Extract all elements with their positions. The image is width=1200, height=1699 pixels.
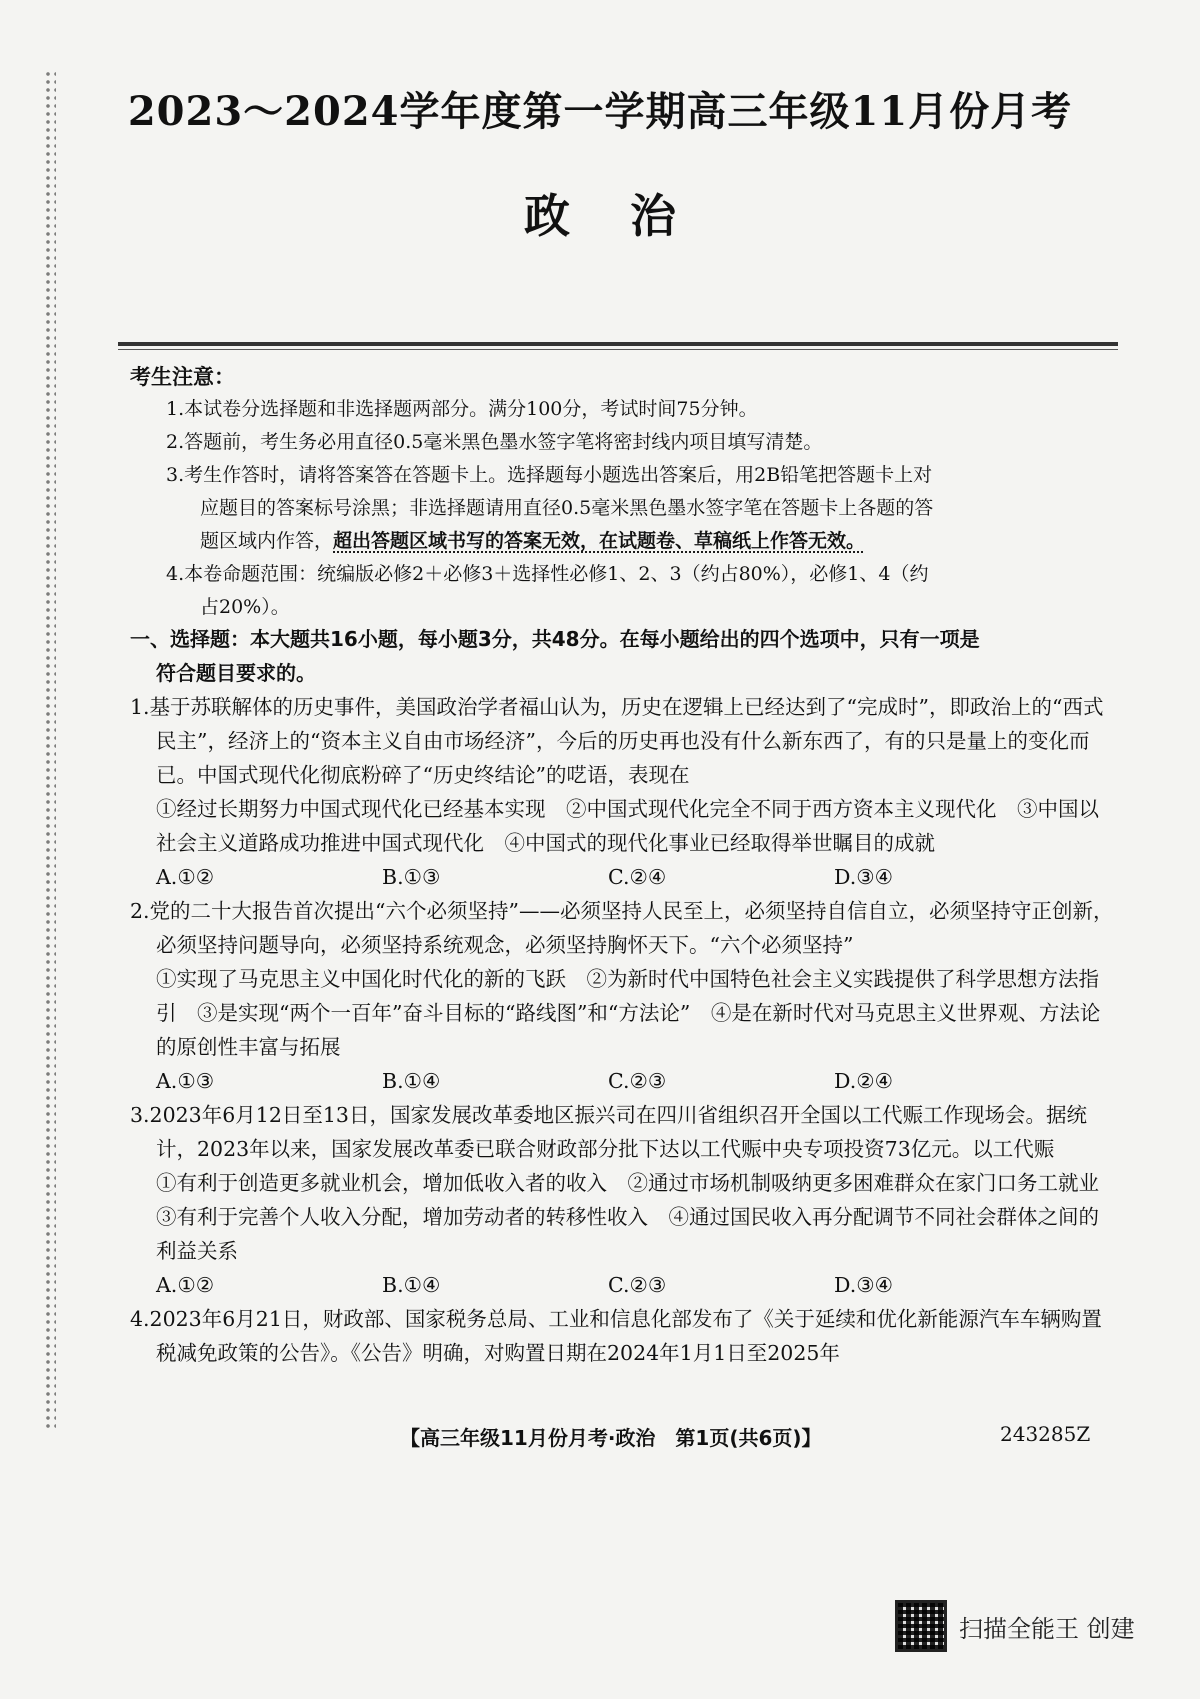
subject-title: 政治	[524, 189, 736, 243]
notice-item-2: 2.答题前，考生务必用直径0.5毫米黑色墨水签字笔将密封线内项目填写清楚。	[166, 431, 823, 453]
candidate-notice	[130, 360, 1120, 624]
notice-item-4-line2: 占20%）。	[200, 596, 290, 618]
divider-thin	[118, 349, 1118, 350]
choice-b: B.①④	[382, 1273, 441, 1297]
choice-a: A.①②	[156, 865, 215, 889]
choice-d: D.②④	[834, 1069, 893, 1093]
choice-b: B.①④	[382, 1069, 441, 1093]
question-1-stem: 1.基于苏联解体的历史事件，美国政治学者福山认为，历史在逻辑上已经达到了“完成时”，即政治上的“西式民主”，经济上的“资本主义自由市场经济”，今后的历史再也没有什么新东西了，有的只是量上的变化而已。中国式现代化彻底粉碎了“历史终结论”的呓语，表现在	[130, 695, 1104, 787]
choice-b: B.①③	[382, 865, 441, 889]
divider-thick	[118, 342, 1118, 346]
question-2-stem: 2.党的二十大报告首次提出“六个必须坚持”——必须坚持人民至上，必须坚持自信自立，必须坚持守正创新，必须坚持问题导向，必须坚持系统观念，必须坚持胸怀天下。“六个必须坚持”	[130, 899, 1114, 957]
question-4-stem: 4.2023年6月21日，财政部、国家税务总局、工业和信息化部发布了《关于延续和优化新能源汽车车辆购置税减免政策的公告》。《公告》明确，对购置日期在2024年1月1日至2025年	[130, 1307, 1102, 1365]
question-1-options: ①经过长期努力中国式现代化已经基本实现 ②中国式现代化完全不同于西方资本主义现代化 ③中国以社会主义道路成功推进中国式现代化 ④中国式的现代化事业已经取得举世瞩目的成就	[156, 797, 1099, 855]
qr-code-icon	[895, 1600, 947, 1652]
notice-item-3-plain: 题区域内作答，	[200, 530, 334, 552]
choice-d: D.③④	[834, 865, 893, 889]
choice-a: A.①②	[156, 1273, 215, 1297]
question-3-options: ①有利于创造更多就业机会，增加低收入者的收入 ②通过市场机制吸纳更多困难群众在家门口务工就业 ③有利于完善个人收入分配，增加劳动者的转移性收入 ④通过国民收入再分配调节不同社会群体之间的利益关系	[156, 1171, 1120, 1263]
page-footer: 【高三年级11月份月考·政治 第1页(共6页)】	[400, 1426, 822, 1450]
notice-item-3: 3.考生作答时，请将答案答在答题卡上。选择题每小题选出答案后，用2B铅笔把答题卡上对	[166, 464, 933, 486]
question-2-options: ①实现了马克思主义中国化时代化的新的飞跃 ②为新时代中国特色社会主义实践提供了科学思想方法指引 ③是实现“两个一百年”奋斗目标的“路线图”和“方法论” ④是在新时代对马克思主义世界观、方法论的原创性丰富与拓展	[156, 967, 1101, 1059]
paper-code: 243285Z	[1000, 1422, 1091, 1446]
notice-item-1: 1.本试卷分选择题和非选择题两部分。满分100分，考试时间75分钟。	[166, 398, 758, 420]
choice-c: C.②③	[608, 1273, 667, 1297]
scanner-watermark	[895, 1600, 1135, 1652]
question-2-choices	[130, 1064, 1115, 1098]
notice-item-3-line3	[130, 525, 1120, 558]
notice-item-4: 4.本卷命题范围：统编版必修2＋必修3＋选择性必修1、2、3（约占80%），必修1、4（约	[166, 563, 929, 585]
question-1-choices	[130, 860, 1115, 894]
choice-d: D.③④	[834, 1273, 893, 1297]
notice-heading: 考生注意：	[130, 364, 235, 389]
watermark-text: 扫描全能王 创建	[959, 1614, 1135, 1643]
section-heading-cont: 符合题目要求的。	[156, 661, 316, 685]
notice-item-3-line2: 应题目的答案标号涂黑；非选择题请用直径0.5毫米黑色墨水签字笔在答题卡上各题的答	[200, 497, 934, 519]
question-3-stem: 3.2023年6月12日至13日，国家发展改革委地区振兴司在四川省组织召开全国以工代赈工作现场会。据统计，2023年以来，国家发展改革委已联合财政部分批下达以工代赈中央专项投资73亿元。以工代赈	[130, 1103, 1087, 1161]
notice-item-3-emphasis: 超出答题区域书写的答案无效，在试题卷、草稿纸上作答无效。	[333, 530, 866, 552]
section-heading: 一、选择题：本大题共16小题，每小题3分，共48分。在每小题给出的四个选项中，只有一项是	[130, 627, 980, 651]
question-body	[130, 622, 1120, 1370]
binding-perforation	[44, 70, 56, 1430]
choice-a: A.①③	[156, 1069, 215, 1093]
choice-c: C.②④	[608, 865, 667, 889]
choice-c: C.②③	[608, 1069, 667, 1093]
exam-title: 2023～2024学年度第一学期高三年级11月份月考	[127, 88, 1073, 135]
question-3-choices	[130, 1268, 1115, 1302]
